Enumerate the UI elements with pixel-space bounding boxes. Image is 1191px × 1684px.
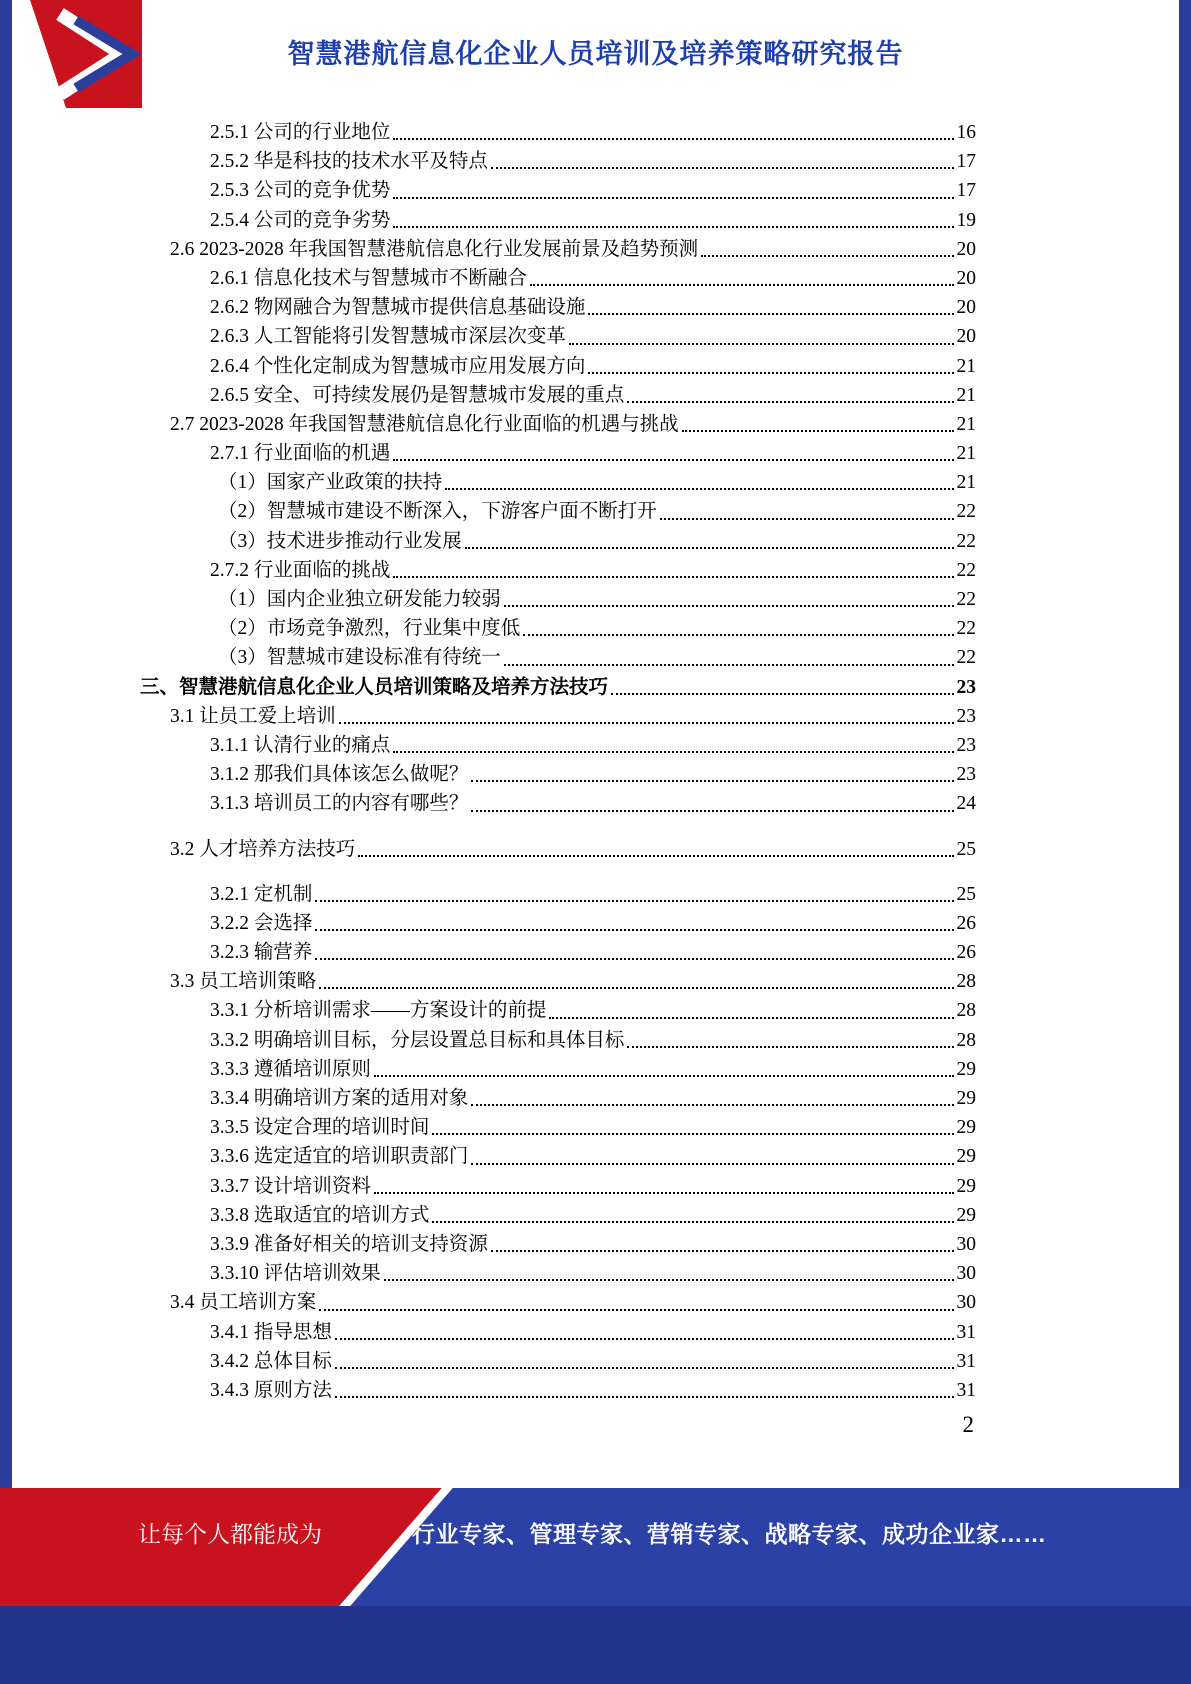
toc-entry-page-number: 29 [956, 1117, 976, 1139]
toc-entry-label: 2.6 2023-2028 年我国智慧港航信息化行业发展前景及趋势预测 [170, 238, 699, 260]
toc-list [140, 118, 976, 1405]
toc-entry[interactable] [140, 235, 976, 264]
toc-entry[interactable] [140, 468, 976, 497]
toc-entry[interactable] [140, 760, 976, 789]
toc-entry-page-number: 29 [956, 1146, 976, 1168]
toc-entry-label: 3.3.9 准备好相关的培训支持资源 [210, 1233, 488, 1255]
toc-dotted-leader [335, 1376, 954, 1398]
toc-entry-label: 2.5.2 华是科技的技术水平及特点 [210, 151, 488, 173]
toc-entry[interactable] [140, 731, 976, 760]
chevron-arrow-icon [30, 0, 144, 108]
toc-entry-label: （1）国家产业政策的扶持 [218, 472, 443, 494]
toc-dotted-leader [393, 118, 953, 140]
toc-entry[interactable] [140, 643, 976, 672]
toc-entry-label: （2）市场竞争激烈，行业集中度低 [218, 618, 521, 640]
toc-entry[interactable] [140, 909, 976, 938]
toc-entry[interactable] [140, 1055, 976, 1084]
toc-dotted-leader [393, 731, 953, 753]
toc-dotted-leader [491, 147, 954, 169]
toc-entry-label: （2）智慧城市建设不断深入，下游客户面不断打开 [218, 501, 657, 523]
toc-entry-label: 3.3.3 遵循培训原则 [210, 1058, 371, 1080]
toc-entry-label: （1）国内企业独立研发能力较弱 [218, 589, 501, 610]
toc-entry-page-number: 22 [956, 589, 976, 610]
toc-dotted-leader [530, 264, 954, 286]
toc-entry-page-number: 21 [956, 384, 976, 406]
toc-entry-label: 3.2 人才培养方法技巧 [170, 838, 356, 860]
toc-entry-label: 3.3.10 评估培训效果 [210, 1263, 381, 1285]
toc-dotted-leader [491, 1230, 954, 1252]
toc-entry-page-number: 16 [956, 122, 976, 143]
toc-entry-label: 2.7.1 行业面临的机遇 [210, 443, 391, 465]
toc-dotted-leader [319, 967, 953, 989]
toc-entry-page-number: 26 [956, 912, 976, 934]
toc-entry-page-number: 29 [956, 1175, 976, 1197]
toc-dotted-leader [588, 293, 953, 315]
toc-dotted-leader [701, 235, 953, 257]
toc-entry-label: 3.3.5 设定合理的培训时间 [210, 1117, 430, 1139]
toc-dotted-leader [523, 614, 953, 636]
toc-entry-page-number: 22 [956, 618, 976, 640]
toc-entry[interactable] [140, 293, 976, 322]
toc-entry[interactable] [140, 1288, 976, 1317]
toc-entry[interactable] [140, 176, 976, 205]
toc-entry-page-number: 31 [956, 1379, 976, 1401]
toc-entry-label: 3.3.2 明确培训目标，分层设置总目标和具体目标 [210, 1029, 625, 1051]
report-logo [30, 0, 144, 108]
toc-entry-page-number: 21 [956, 413, 976, 435]
toc-dotted-leader [504, 585, 954, 607]
toc-entry-page-number: 20 [956, 267, 976, 289]
toc-entry[interactable] [140, 439, 976, 468]
footer-band [0, 1488, 1191, 1606]
toc-dotted-leader [682, 410, 954, 432]
toc-dotted-leader [627, 381, 953, 403]
toc-dotted-leader [335, 1318, 954, 1340]
toc-entry-label: 3.4.2 总体目标 [210, 1350, 332, 1372]
toc-dotted-leader [374, 1055, 954, 1077]
page-footer [0, 1488, 1191, 1684]
toc-dotted-leader [393, 556, 953, 578]
toc-entry[interactable] [140, 497, 976, 526]
page-number: 2 [962, 1412, 974, 1437]
toc-entry[interactable] [140, 1172, 976, 1201]
toc-entry[interactable] [140, 702, 976, 731]
toc-entry-page-number: 20 [956, 297, 976, 319]
toc-entry-label: 3.2.1 定机制 [210, 883, 313, 905]
toc-entry-label: 3.2.2 会选择 [210, 912, 313, 934]
toc-entry-label: 3.3.8 选取适宜的培训方式 [210, 1204, 430, 1226]
report-title: 智慧港航信息化企业人员培训及培养策略研究报告 [287, 39, 904, 69]
toc-entry-label: 2.5.1 公司的行业地位 [210, 122, 391, 143]
toc-entry-label: 2.7.2 行业面临的挑战 [210, 559, 391, 581]
toc-entry-page-number: 21 [956, 472, 976, 494]
toc-entry-label: 3.3.4 明确培训方案的适用对象 [210, 1088, 469, 1109]
toc-entry-page-number: 23 [956, 705, 976, 727]
toc-entry[interactable] [140, 1026, 976, 1055]
toc-entry-page-number: 23 [956, 764, 976, 786]
toc-entry[interactable] [140, 322, 976, 351]
toc-dotted-leader [465, 527, 954, 549]
toc-entry-page-number: 28 [956, 1029, 976, 1051]
toc-entry[interactable] [140, 1084, 976, 1113]
toc-entry[interactable] [140, 352, 976, 381]
toc-entry-label: 2.5.4 公司的竞争劣势 [210, 209, 391, 231]
toc-dotted-leader [393, 176, 953, 198]
toc-entry-label: 3.4.1 指导思想 [210, 1321, 332, 1343]
toc-entry[interactable] [140, 1376, 976, 1405]
toc-dotted-leader [315, 880, 953, 902]
toc-entry-label: 2.5.3 公司的竞争优势 [210, 180, 391, 202]
toc-dotted-leader [504, 643, 954, 665]
toc-entry[interactable] [140, 381, 976, 410]
toc-entry-page-number: 21 [956, 355, 976, 377]
toc-entry-page-number: 20 [956, 238, 976, 260]
footer-bottom-strip [0, 1606, 1191, 1684]
toc-entry-page-number: 30 [956, 1263, 976, 1285]
toc-entry-page-number: 24 [956, 793, 976, 815]
toc-entry-label: 2.6.4 个性化定制成为智慧城市应用发展方向 [210, 355, 586, 377]
toc-entry-label: （3）智慧城市建设标准有待统一 [218, 647, 501, 669]
toc-entry[interactable] [140, 1201, 976, 1230]
toc-dotted-leader [339, 702, 954, 724]
toc-dotted-leader [374, 1172, 954, 1194]
toc-entry-label: 3.1.1 认清行业的痛点 [210, 734, 391, 756]
toc-entry-page-number: 25 [956, 838, 976, 860]
toc-dotted-leader [471, 789, 953, 811]
toc-entry-label: 3.3.1 分析培训需求——方案设计的前提 [210, 1000, 547, 1022]
toc-entry-label: 3.3.7 设计培训资料 [210, 1175, 371, 1197]
toc-entry-page-number: 29 [956, 1204, 976, 1226]
toc-dotted-leader [471, 760, 953, 782]
footer-slogan-left: 让每个人都能成为 [138, 1521, 322, 1547]
toc-entry[interactable] [140, 1318, 976, 1347]
toc-entry[interactable] [140, 410, 976, 439]
toc-dotted-leader [445, 468, 953, 490]
toc-entry-page-number: 17 [956, 151, 976, 173]
toc-entry-page-number: 22 [956, 647, 976, 669]
toc-entry[interactable] [140, 835, 976, 864]
toc-entry-page-number: 31 [956, 1350, 976, 1372]
toc-entry-label: 2.7 2023-2028 年我国智慧港航信息化行业面临的机遇与挑战 [170, 413, 679, 435]
toc-dotted-leader [358, 835, 953, 857]
toc-entry-label: 三、智慧港航信息化企业人员培训策略及培养方法技巧 [140, 676, 609, 698]
toc-dotted-leader [432, 1113, 953, 1135]
toc-dotted-leader [549, 996, 953, 1018]
toc-dotted-leader [335, 1347, 954, 1369]
toc-entry[interactable] [140, 996, 976, 1025]
toc-entry[interactable] [140, 585, 976, 614]
toc-entry-label: 2.6.1 信息化技术与智慧城市不断融合 [210, 267, 527, 289]
toc-entry[interactable] [140, 1230, 976, 1259]
page-header [12, 0, 1179, 112]
toc-entry[interactable] [140, 1347, 976, 1376]
toc-entry[interactable] [140, 1113, 976, 1142]
toc-entry-page-number: 22 [956, 501, 976, 523]
toc-dotted-leader [471, 1084, 953, 1106]
toc-entry[interactable] [140, 206, 976, 235]
toc-entry[interactable] [140, 264, 976, 293]
toc-dotted-leader [588, 352, 953, 374]
toc-entry-page-number: 19 [956, 209, 976, 231]
toc-entry-label: 3.3 员工培训策略 [170, 971, 317, 993]
toc-entry[interactable] [140, 556, 976, 585]
footer-slogan-right: 行业专家、管理专家、营销专家、战略专家、成功企业家…… [412, 1521, 1047, 1547]
toc-entry-page-number: 29 [956, 1058, 976, 1080]
toc-dotted-leader [611, 673, 953, 695]
toc-entry[interactable] [140, 527, 976, 556]
toc-dotted-leader [315, 938, 953, 960]
toc-dotted-leader [393, 206, 953, 228]
toc-entry-page-number: 30 [956, 1292, 976, 1314]
paper [12, 0, 1179, 1684]
toc-dotted-leader [627, 1026, 953, 1048]
toc-entry-page-number: 31 [956, 1321, 976, 1343]
toc-entry[interactable] [140, 967, 976, 996]
toc-entry-page-number: 21 [956, 443, 976, 465]
toc-entry-label: 2.6.5 安全、可持续发展仍是智慧城市发展的重点 [210, 384, 625, 406]
toc-entry[interactable] [140, 118, 976, 147]
toc-entry-label: 3.4 员工培训方案 [170, 1292, 317, 1314]
toc-entry-page-number: 20 [956, 326, 976, 348]
toc-entry-page-number: 28 [956, 971, 976, 993]
toc-entry-label: 2.6.3 人工智能将引发智慧城市深层次变革 [210, 326, 566, 348]
toc-entry-page-number: 22 [956, 530, 976, 552]
toc-entry-page-number: 28 [956, 1000, 976, 1022]
toc-entry-page-number: 17 [956, 180, 976, 202]
toc-dotted-leader [660, 497, 954, 519]
toc-dotted-leader [569, 322, 954, 344]
toc-entry-page-number: 26 [956, 942, 976, 964]
toc-entry-page-number: 23 [956, 734, 976, 756]
toc-dotted-leader [319, 1288, 953, 1310]
toc-entry-label: 3.2.3 输营养 [210, 942, 313, 964]
toc-entry-label: 3.1.2 那我们具体该怎么做呢？ [210, 764, 469, 786]
toc-entry[interactable] [140, 880, 976, 909]
toc-entry-page-number: 25 [956, 883, 976, 905]
toc-entry-page-number: 23 [956, 676, 976, 698]
toc-entry-label: 2.6.2 物网融合为智慧城市提供信息基础设施 [210, 297, 586, 319]
toc-entry[interactable] [140, 147, 976, 176]
toc-entry-page-number: 29 [956, 1088, 976, 1109]
toc-dotted-leader [432, 1201, 953, 1223]
toc-dotted-leader [384, 1259, 954, 1281]
toc-entry[interactable] [140, 1259, 976, 1288]
toc-dotted-leader [315, 909, 953, 931]
toc-entry[interactable] [140, 614, 976, 643]
toc-entry[interactable] [140, 673, 976, 702]
toc-entry-page-number: 22 [956, 559, 976, 581]
toc-dotted-leader [393, 439, 953, 461]
toc-entry-page-number: 30 [956, 1233, 976, 1255]
toc-entry-label: （3）技术进步推动行业发展 [218, 530, 462, 552]
toc-entry-label: 3.1.3 培训员工的内容有哪些？ [210, 793, 469, 815]
toc-entry-label: 3.4.3 原则方法 [210, 1379, 332, 1401]
toc-entry[interactable] [140, 938, 976, 967]
toc-dotted-leader [471, 1142, 953, 1164]
toc-entry[interactable] [140, 1142, 976, 1171]
toc-entry-label: 3.3.6 选定适宜的培训职责部门 [210, 1146, 469, 1168]
toc-entry-label: 3.1 让员工爱上培训 [170, 705, 336, 727]
toc-entry[interactable] [140, 789, 976, 818]
